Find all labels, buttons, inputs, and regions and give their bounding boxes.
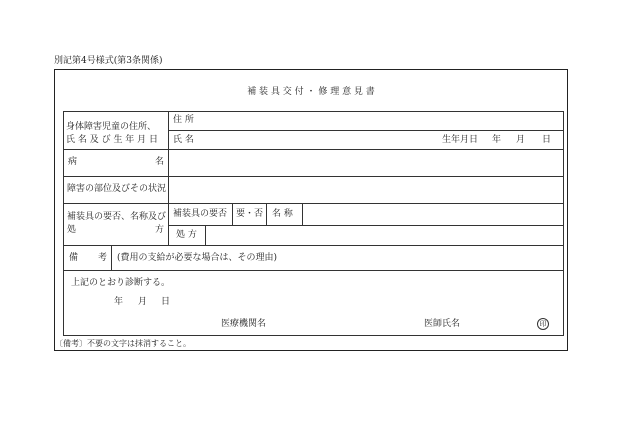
column-divider bbox=[232, 203, 233, 225]
footnote: 〔備考〕不要の文字は抹消すること。 bbox=[55, 339, 191, 348]
remarks-label-right: 考 bbox=[97, 253, 107, 263]
equipment-label-line2-right: 方 bbox=[154, 225, 164, 235]
column-divider bbox=[302, 203, 303, 225]
prescription-label: 処 方 bbox=[176, 230, 197, 240]
birth-year-label: 年 bbox=[492, 135, 502, 145]
row-divider bbox=[63, 245, 563, 246]
disability-status-label: 障害の部位及びその状況 bbox=[67, 184, 167, 194]
birthdate-label: 生年月日 bbox=[442, 135, 479, 145]
address-value-area bbox=[200, 112, 560, 129]
remarks-label-left: 備 bbox=[69, 253, 79, 263]
disease-label-left: 病 bbox=[68, 157, 78, 167]
diagnosis-statement: 上記のとおり診断する。 bbox=[71, 278, 171, 288]
form-number-header: 別記第4号様式(第3条関係) bbox=[54, 56, 163, 66]
row-divider bbox=[168, 225, 563, 226]
diagnosis-day-label: 日 bbox=[161, 297, 171, 307]
column-divider bbox=[205, 225, 206, 245]
equipment-label-line1: 補装具の要否、名称及び bbox=[67, 212, 167, 222]
row-divider bbox=[63, 203, 563, 204]
column-divider bbox=[266, 203, 267, 225]
equipment-necessity-value: 要・否 bbox=[236, 209, 264, 219]
column-divider bbox=[111, 245, 112, 270]
column-divider bbox=[168, 111, 169, 245]
remarks-note: (費用の支給が必要な場合は、その理由) bbox=[117, 253, 278, 263]
equipment-necessity-label: 補装具の要否 bbox=[173, 209, 228, 219]
diagnosis-year-label: 年 bbox=[114, 297, 124, 307]
name-label: 氏 名 bbox=[173, 135, 194, 145]
disease-name-label bbox=[68, 158, 164, 167]
child-info-label: 身体障害児童の住所、氏 名 及 び 生 年 月 日 bbox=[66, 122, 159, 145]
row-divider bbox=[63, 270, 563, 271]
remarks-label bbox=[69, 254, 107, 263]
diagnosis-month-label: 月 bbox=[138, 297, 148, 307]
medical-institution-label: 医療機関名 bbox=[221, 319, 267, 329]
address-label: 住 所 bbox=[173, 115, 194, 125]
equipment-name-label: 名 称 bbox=[272, 209, 293, 219]
disease-label-right: 名 bbox=[154, 157, 164, 167]
birth-day-label: 日 bbox=[542, 135, 552, 145]
equipment-label-line2 bbox=[67, 226, 164, 235]
birth-month-label: 月 bbox=[516, 135, 526, 145]
row-divider bbox=[63, 149, 563, 150]
equipment-label-line2-left: 処 bbox=[67, 225, 77, 235]
doctor-name-label: 医師氏名 bbox=[424, 319, 461, 329]
row-divider bbox=[63, 176, 563, 177]
form-title: 補 装 具 交 付 ・ 修 理 意 見 書 bbox=[247, 87, 375, 97]
seal-icon: 印 bbox=[537, 318, 549, 330]
row-divider bbox=[168, 130, 563, 131]
